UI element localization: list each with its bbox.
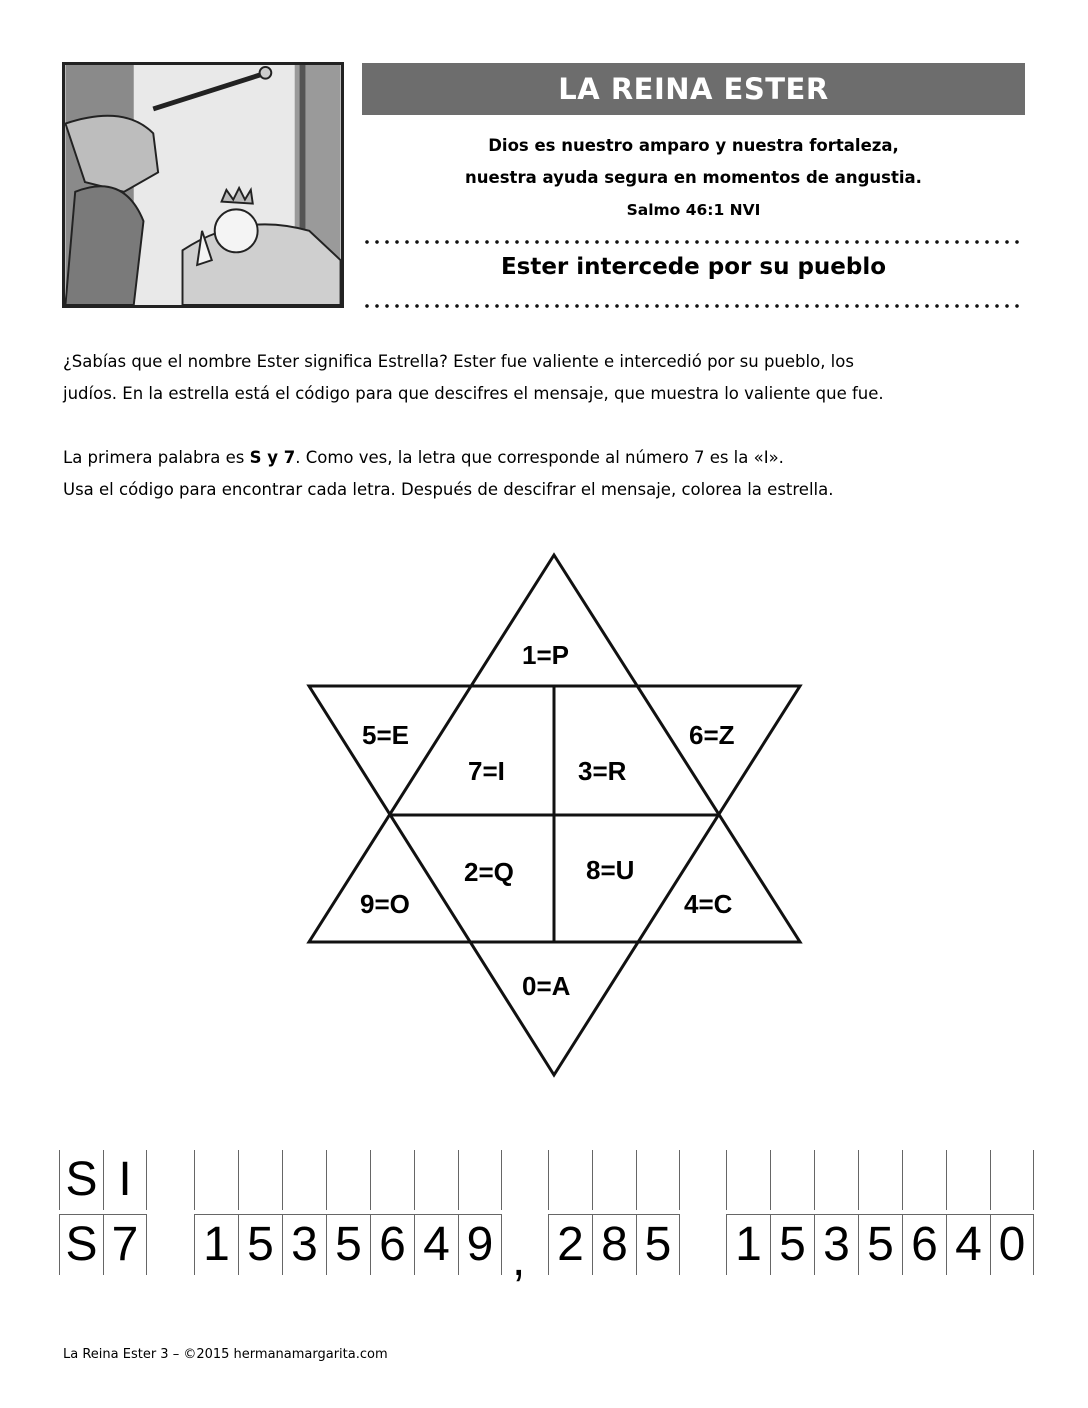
dotted-divider-top (362, 240, 1025, 244)
code-cell: 7 (103, 1215, 147, 1275)
code-label-lower-right: 4=C (684, 889, 733, 919)
code-cell: 5 (326, 1215, 370, 1275)
intro-line-2: judíos. En la estrella está el código para que descifres el mensaje, que muestra lo valiente que fue. (63, 384, 884, 403)
word2-letter-row (194, 1150, 502, 1210)
intro-paragraph (63, 346, 1043, 410)
answer-cell-blank[interactable] (858, 1150, 902, 1210)
code-cell: 4 (946, 1215, 990, 1275)
code-cell: 1 (726, 1215, 770, 1275)
code-label-bottom: 0=A (522, 971, 571, 1001)
answer-cell-blank[interactable] (194, 1150, 238, 1210)
word4-letter-row (726, 1150, 1034, 1210)
answer-cell-blank[interactable] (458, 1150, 502, 1210)
page-title: LA REINA ESTER (362, 63, 1025, 115)
answer-cell-blank[interactable] (946, 1150, 990, 1210)
answer-cell-blank[interactable] (282, 1150, 326, 1210)
answer-cell-blank[interactable] (636, 1150, 680, 1210)
answer-cell-blank[interactable] (726, 1150, 770, 1210)
answer-cell-blank[interactable] (592, 1150, 636, 1210)
answer-cell-blank[interactable] (770, 1150, 814, 1210)
page-footer: La Reina Ester 3 – ©2015 hermanamargarita.com (63, 1347, 388, 1362)
word4-code-row (726, 1214, 1034, 1275)
instructions-text-b: . Como ves, la letra que corresponde al número 7 es la «I». (295, 448, 784, 467)
code-cell: 4 (414, 1215, 458, 1275)
answer-cell: I (103, 1150, 147, 1210)
code-label-upper-right: 6=Z (689, 720, 735, 750)
code-cell: 2 (548, 1215, 592, 1275)
code-cell: 6 (370, 1215, 414, 1275)
answer-cell-blank[interactable] (548, 1150, 592, 1210)
comma-separator: , (512, 1233, 526, 1286)
instructions-line-2: Usa el código para encontrar cada letra. Después de descifrar el mensaje, colorea la estrella. (63, 480, 834, 499)
answer-cell-blank[interactable] (902, 1150, 946, 1210)
answer-cell-blank[interactable] (326, 1150, 370, 1210)
instructions-paragraph (63, 442, 1043, 506)
word3-code-row (548, 1214, 680, 1275)
bible-verse (362, 130, 1025, 226)
instructions-line-1 (63, 442, 1043, 474)
answer-cell-blank[interactable] (990, 1150, 1034, 1210)
code-cell: 5 (770, 1215, 814, 1275)
instructions-example-code: S y 7 (249, 448, 296, 467)
code-label-center-bottom-right: 8=U (586, 855, 635, 885)
code-cell: 3 (282, 1215, 326, 1275)
code-cell: 5 (238, 1215, 282, 1275)
illustration-drawing (65, 65, 341, 305)
verse-line-2: nuestra ayuda segura en momentos de angustia. (465, 168, 922, 187)
code-cell: 1 (194, 1215, 238, 1275)
answer-cell-blank[interactable] (814, 1150, 858, 1210)
star-code-key (300, 550, 810, 1080)
dotted-divider-bottom (362, 304, 1025, 308)
code-cell: 5 (636, 1215, 680, 1275)
instructions-text-a: La primera palabra es (63, 448, 250, 467)
code-label-top: 1=P (522, 640, 569, 670)
code-label-center-top-left: 7=I (468, 756, 505, 786)
code-label-upper-left: 5=E (362, 720, 409, 750)
code-cell: 8 (592, 1215, 636, 1275)
section-subtitle: Ester intercede por su pueblo (500, 254, 887, 280)
word1-code-row (59, 1214, 147, 1275)
code-cell: S (59, 1215, 103, 1275)
code-label-center-bottom-left: 2=Q (464, 857, 514, 887)
queen-esther-illustration (62, 62, 344, 308)
word3-letter-row (548, 1150, 680, 1210)
code-label-lower-left: 9=O (360, 889, 410, 919)
code-cell: 5 (858, 1215, 902, 1275)
code-cell: 0 (990, 1215, 1034, 1275)
answer-cell-blank[interactable] (238, 1150, 282, 1210)
intro-line-1: ¿Sabías que el nombre Ester significa Estrella? Ester fue valiente e intercedió por su pueblo, los (63, 352, 854, 371)
answer-cell-blank[interactable] (414, 1150, 458, 1210)
verse-reference: Salmo 46:1 NVI (626, 201, 761, 219)
code-cell: 9 (458, 1215, 502, 1275)
word1-letter-row (59, 1150, 147, 1210)
code-cell: 3 (814, 1215, 858, 1275)
verse-line-1: Dios es nuestro amparo y nuestra fortaleza, (488, 136, 899, 155)
code-cell: 6 (902, 1215, 946, 1275)
answer-cell: S (59, 1150, 103, 1210)
answer-cell-blank[interactable] (370, 1150, 414, 1210)
word2-code-row (194, 1214, 502, 1275)
code-label-center-top-right: 3=R (578, 756, 627, 786)
